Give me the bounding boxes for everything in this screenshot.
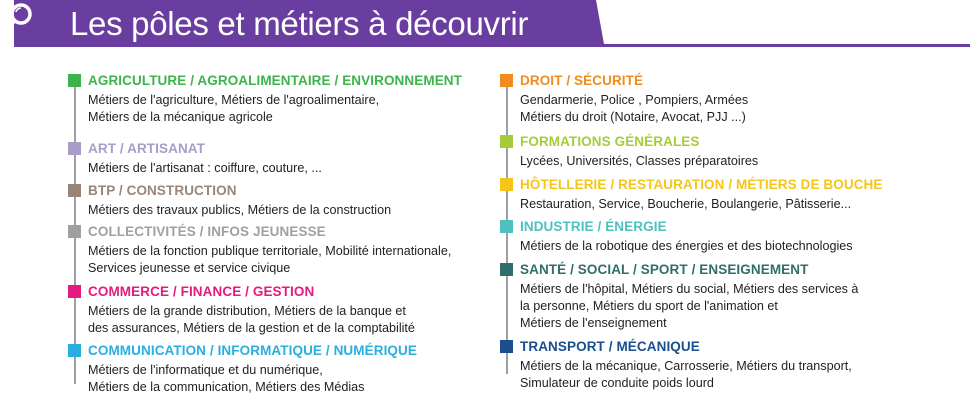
category-title: INDUSTRIE / ÉNERGIE — [520, 219, 667, 234]
category-color-square — [68, 344, 81, 357]
magnifier-icon — [0, 0, 38, 36]
category-color-square — [68, 74, 81, 87]
description-line: Simulateur de conduite poids lourd — [520, 376, 714, 390]
description-line: des assurances, Métiers de la gestion et de la comptabilité — [88, 321, 415, 335]
description-line: Métiers des travaux publics, Métiers de la construction — [88, 203, 392, 217]
category-color-square — [500, 74, 513, 87]
category-title: COMMUNICATION / INFORMATIQUE / NUMÉRIQUE — [88, 343, 417, 358]
description-line: Métiers de la fonction publique territoriale, Mobilité internationale, — [88, 244, 452, 258]
category-title: HÔTELLERIE / RESTAURATION / MÉTIERS DE BOUCHE — [520, 177, 883, 192]
header-banner — [0, 0, 970, 52]
category-title: AGRICULTURE / AGROALIMENTAIRE / ENVIRONNEMENT — [88, 73, 462, 88]
description-line: Métiers de la robotique des énergies et des biotechnologies — [520, 239, 853, 253]
description-line: Lycées, Universités, Classes préparatoires — [520, 154, 759, 168]
category-title: COMMERCE / FINANCE / GESTION — [88, 284, 315, 299]
category-color-square — [68, 184, 81, 197]
category-description — [88, 362, 364, 396]
category-title: ART / ARTISANAT — [88, 141, 205, 156]
category-title: TRANSPORT / MÉCANIQUE — [520, 339, 700, 354]
category-color-square — [500, 220, 513, 233]
description-line: Restauration, Service, Boucherie, Boulangerie, Pâtisserie... — [520, 197, 852, 211]
page-title: Les pôles et métiers à découvrir — [70, 5, 529, 42]
category-title: SANTÉ / SOCIAL / SPORT / ENSEIGNEMENT — [520, 262, 809, 277]
category-description — [520, 238, 853, 255]
description-line: Métiers de l'hôpital, Métiers du social, Métiers des services à — [520, 282, 859, 296]
description-line: Métiers de la communication, Métiers des Médias — [88, 380, 365, 394]
description-line: Services jeunesse et service civique — [88, 261, 291, 275]
category-description — [520, 153, 758, 170]
category-description — [88, 202, 391, 219]
category-color-square — [68, 142, 81, 155]
description-line: Métiers du droit (Notaire, Avocat, PJJ ...) — [520, 110, 746, 124]
category-description — [520, 92, 748, 126]
category-color-square — [500, 340, 513, 353]
description-line: la personne, Métiers du sport de l'animation et — [520, 299, 778, 313]
category-description — [520, 196, 851, 213]
category-title: DROIT / SÉCURITÉ — [520, 73, 644, 88]
category-description — [88, 303, 415, 337]
description-line: Métiers de l'enseignement — [520, 316, 667, 330]
category-description — [520, 358, 852, 392]
category-color-square — [68, 225, 81, 238]
category-title: BTP / CONSTRUCTION — [88, 183, 237, 198]
category-description — [520, 281, 858, 332]
category-color-square — [500, 135, 513, 148]
description-line: Métiers de la mécanique, Carrosserie, Métiers du transport, — [520, 359, 852, 373]
description-line: Métiers de l'agriculture, Métiers de l'agroalimentaire, — [88, 93, 380, 107]
description-line: Métiers de la mécanique agricole — [88, 110, 273, 124]
category-color-square — [500, 263, 513, 276]
category-description — [88, 243, 451, 277]
description-line: Métiers de la grande distribution, Métiers de la banque et — [88, 304, 406, 318]
description-line: Métiers de l'artisanat : coiffure, couture, ... — [88, 161, 322, 175]
category-color-square — [500, 178, 513, 191]
category-description — [88, 92, 379, 126]
description-line: Gendarmerie, Police , Pompiers, Armées — [520, 93, 749, 107]
category-title: COLLECTIVITÉS / INFOS JEUNESSE — [88, 224, 326, 239]
category-color-square — [68, 285, 81, 298]
description-line: Métiers de l'informatique et du numérique, — [88, 363, 323, 377]
category-description — [88, 160, 322, 177]
category-title: FORMATIONS GÉNÉRALES — [520, 134, 700, 149]
